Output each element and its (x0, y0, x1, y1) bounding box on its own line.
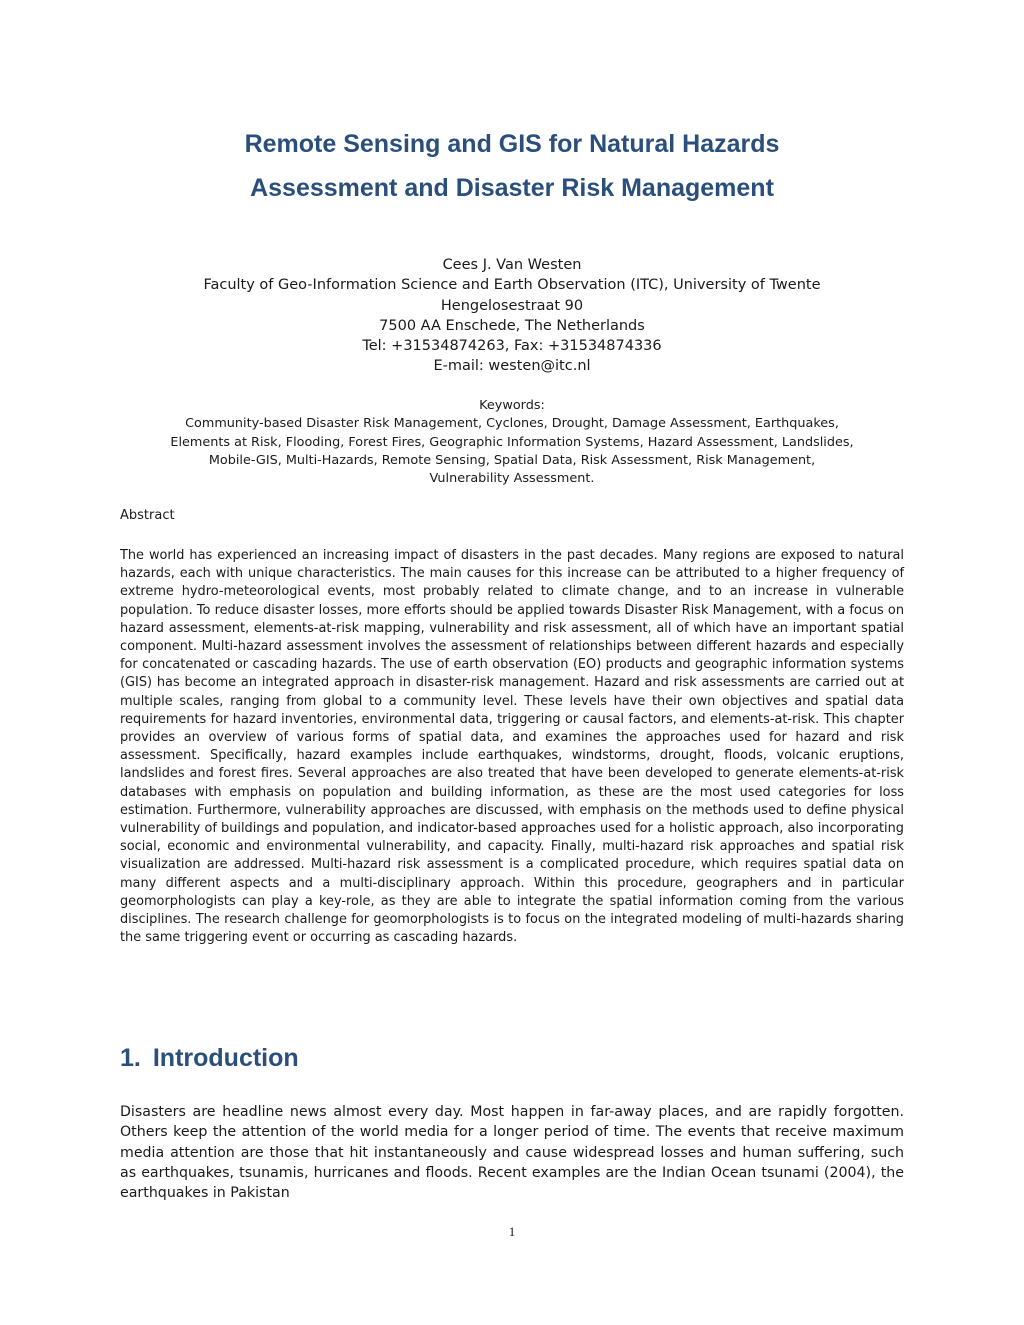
keywords-label: Keywords: (479, 398, 545, 413)
abstract-text: The world has experienced an increasing impact of disasters in the past decades. Many regions are exposed to natural hazards, each with unique characteristics. The main causes for this increase can be attributed to a higher frequency of extreme hydro-meteorological events, most probably related to climate change, and to an increase in vulnerable population. To reduce disaster losses, more efforts should be applied towards Disaster Risk Management, with a focus on hazard assessment, elements-at-risk mapping, vulnerability and risk assessment, all of which have an important spatial component. Multi-hazard assessment involves the assessment of relationships between different hazards and especially for concatenated or cascading hazards. The use of earth observation (EO) products and geographic information systems (GIS) has become an integrated approach in disaster-risk management. Hazard and risk assessments are carried out at multiple scales, ranging from global to a community level. These levels have their own objectives and spatial data requirements for hazard inventories, environmental data, triggering or causal factors, and elements-at-risk. This chapter provides an overview of various forms of spatial data, and examines the approaches used for hazard and risk assessment. Specifically, hazard examples include earthquakes, windstorms, drought, floods, volcanic eruptions, landslides and forest fires. Several approaches are also treated that have been developed to generate elements-at-risk databases with emphasis on population and building information, as these are the most used categories for loss estimation. Furthermore, vulnerability approaches are discussed, with emphasis on the methods used to define physical vulnerability of buildings and population, and indicator-based approaches used for a holistic approach, also incorporating social, economic and environmental vulnerability, and capacity. Finally, multi-hazard risk approaches and spatial risk visualization are addressed. Multi-hazard risk assessment is a complicated procedure, which requires spatial data on many different aspects and a multi-disciplinary approach. Within this procedure, geographers and in particular geomorphologists can play a key-role, as they are able to integrate the spatial information coming from the various disciplines. The research challenge for geomorphologists is to focus on the integrated modeling of multi-hazards sharing the same triggering event or occurring as cascading hazards. (120, 548, 904, 946)
keywords-line: Mobile-GIS, Multi-Hazards, Remote Sensing, Spatial Data, Risk Assessment, Risk Management, (208, 452, 816, 468)
keywords-line: Vulnerability Assessment. (429, 471, 595, 487)
title-line-2: Assessment and Disaster Risk Management (250, 174, 774, 202)
author-name: Cees J. Van Westen (442, 257, 582, 273)
section-number: 1. (120, 1044, 141, 1072)
author-city: 7500 AA Enschede, The Netherlands (379, 317, 645, 334)
paper-title (0, 122, 1024, 210)
keywords-section (110, 397, 914, 488)
section-title: Introduction (152, 1044, 299, 1072)
author-street: Hengelosestraat 90 (440, 297, 584, 314)
author-info (0, 255, 1024, 377)
title-line-1: Remote Sensing and GIS for Natural Hazards (244, 130, 780, 158)
keywords-line: Community-based Disaster Risk Management, Cyclones, Drought, Damage Assessment, Earthquakes, (185, 416, 839, 432)
abstract-label: Abstract (120, 508, 175, 523)
keywords-line: Elements at Risk, Flooding, Forest Fires, Geographic Information Systems, Hazard Assessment, Landslides, (170, 434, 854, 450)
introduction-text: Disasters are headline news almost every day. Most happen in far-away places, and are rapidly forgotten. Others keep the attention of the world media for a longer period of time. The events that receive maximum media attention are those that hit instantaneously and cause widespread losses and human suffering, such as earthquakes, tsunamis, hurricanes and floods. Recent examples are the Indian Ocean tsunami (2004), the earthquakes in Pakistan (120, 1104, 904, 1202)
author-phone: Tel: +31534874263, Fax: +31534874336 (362, 338, 662, 355)
author-email: E-mail: westen@itc.nl (433, 358, 591, 375)
section-heading-introduction (120, 1044, 299, 1073)
page-number: 1 (508, 1224, 516, 1239)
author-affiliation: Faculty of Geo-Information Science and Earth Observation (ITC), University of Twente (203, 277, 821, 294)
